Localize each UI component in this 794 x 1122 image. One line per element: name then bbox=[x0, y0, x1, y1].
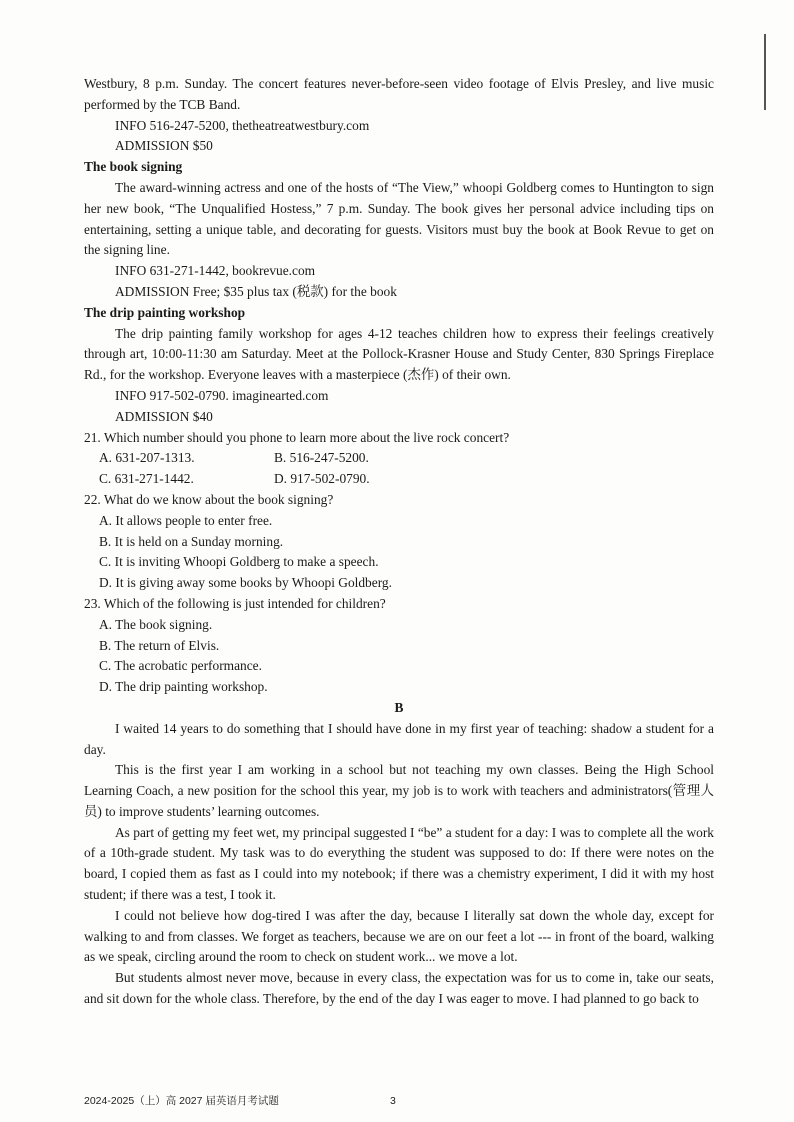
question-22-option-b: B. It is held on a Sunday morning. bbox=[99, 533, 284, 549]
book-signing-admission: ADMISSION Free; $35 plus tax (税款) for the book bbox=[115, 283, 397, 299]
drip-painting-text: The drip painting family workshop for ages 4-12 teaches children how to express their feelings creatively through art, 10:00-11:30 am Saturday. Meet at the Pollock-Krasner House and Study Center, 830 Springs Fireplace Rd., for the workshop. Everyone leaves with a masterpiece (杰作) of their own. bbox=[84, 325, 714, 383]
question-21-options-row-1 bbox=[99, 448, 714, 469]
question-21-option-b: B. 516-247-5200. bbox=[274, 450, 369, 466]
drip-painting-title: The drip painting workshop bbox=[84, 304, 246, 320]
book-signing-text: The award-winning actress and one of the hosts of “The View,” whoopi Goldberg comes to Huntington to sign her new book, “The Unqualified Hostess,” 7 p.m. Sunday. The book gives her personal advice including tips on entertaining, setting a unique table, and decorating for guests. Visitors must buy the book at Book Revue to get on the signing line. bbox=[84, 179, 714, 258]
book-signing-title: The book signing bbox=[84, 159, 183, 175]
section-b-heading: B bbox=[394, 699, 404, 715]
question-21-option-c: C. 631-271-1442. bbox=[99, 471, 194, 487]
intro-admission: ADMISSION $50 bbox=[115, 138, 213, 154]
drip-painting-admission: ADMISSION $40 bbox=[115, 408, 213, 424]
question-21-option-d: D. 917-502-0790. bbox=[274, 471, 370, 487]
question-22-option-a: A. It allows people to enter free. bbox=[99, 512, 273, 528]
page-content bbox=[84, 74, 714, 1010]
question-22-option-d: D. It is giving away some books by Whoopi Goldberg. bbox=[99, 575, 392, 591]
question-23-option-c: C. The acrobatic performance. bbox=[99, 658, 262, 674]
section-b-paragraph: I could not believe how dog-tired I was after the day, because I literally sat down the whole day, except for walking to and from classes. We forget as teachers, because we are on our feet a lot --- in front of the board, walking as we speak, circling around the room to check on student work... we move a lot. bbox=[84, 907, 714, 965]
scan-edge-line bbox=[764, 34, 766, 110]
section-b-paragraph: I waited 14 years to do something that I should have done in my first year of teaching: shadow a student for a day. bbox=[84, 720, 714, 757]
section-b-paragraph: As part of getting my feet wet, my principal suggested I “be” a student for a day: I was to complete all the work of a 10th-grade student. My task was to do everything the student was supposed to do: If there were notes on the board, I copied them as fast as I could into my notebook; if there was a chemistry experiment, I did it with my host student; if there was a test, I took it. bbox=[84, 824, 714, 903]
question-23: 23. Which of the following is just intended for children? bbox=[84, 595, 386, 611]
book-signing-info: INFO 631-271-1442, bookrevue.com bbox=[115, 263, 316, 279]
question-21-option-a: A. 631-207-1313. bbox=[99, 450, 195, 466]
footer-exam-title: 2024-2025（上）高 2027 届英语月考试题 bbox=[84, 1095, 279, 1107]
question-23-option-b: B. The return of Elvis. bbox=[99, 637, 220, 653]
page-number: 3 bbox=[390, 1095, 396, 1107]
question-23-option-d: D. The drip painting workshop. bbox=[99, 679, 268, 695]
question-22-option-c: C. It is inviting Whoopi Goldberg to make a speech. bbox=[99, 554, 379, 570]
question-23-option-a: A. The book signing. bbox=[99, 616, 213, 632]
question-21-options-row-2 bbox=[99, 469, 714, 490]
section-b-paragraph: This is the first year I am working in a school but not teaching my own classes. Being the High School Learning Coach, a new position for the school this year, my job is to work with teachers and administrators(管理人员) to improve students’ learning outcomes. bbox=[84, 762, 714, 819]
question-21: 21. Which number should you phone to learn more about the live rock concert? bbox=[84, 429, 510, 445]
section-b-paragraph: But students almost never move, because in every class, the expectation was for us to come in, take our seats, and sit down for the whole class. Therefore, by the end of the day I was eager to move. I had planned to go back to bbox=[84, 970, 714, 1007]
drip-painting-info: INFO 917-502-0790. imaginearted.com bbox=[115, 387, 329, 403]
question-22: 22. What do we know about the book signing? bbox=[84, 491, 334, 507]
intro-paragraph: Westbury, 8 p.m. Sunday. The concert features never-before-seen video footage of Elvis Presley, and live music performed by the TCB Band. bbox=[84, 76, 714, 112]
intro-info: INFO 516-247-5200, thetheatreatwestbury.com bbox=[115, 117, 370, 133]
